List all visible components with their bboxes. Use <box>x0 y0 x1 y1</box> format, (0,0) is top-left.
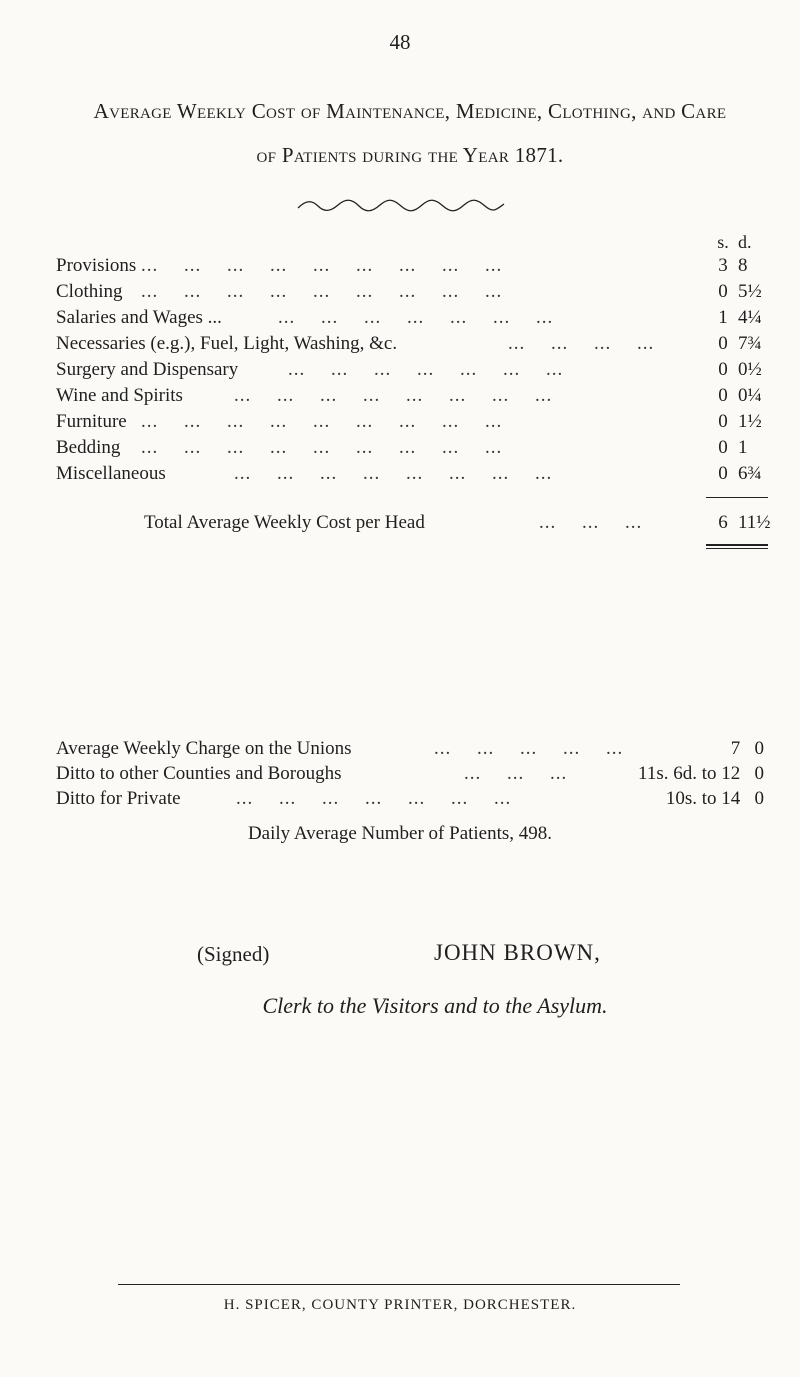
cost-row: Clothing ... ... ... ... ... ... ... ... ... 0 5½ <box>56 281 766 307</box>
pence-header: d. <box>738 232 752 252</box>
cost-shillings: 0 <box>718 463 728 484</box>
page-number: 48 <box>389 30 411 54</box>
cost-pence: 6¾ <box>738 463 762 484</box>
total-pence: 11½ <box>738 512 771 533</box>
cost-shillings: 0 <box>718 359 728 380</box>
cost-label: Wine and Spirits <box>56 385 183 406</box>
total-label: Total Average Weekly Cost per Head <box>144 512 425 533</box>
cost-shillings: 0 <box>718 411 728 432</box>
cost-shillings: 1 <box>718 307 728 328</box>
cost-label: Provisions <box>56 255 137 276</box>
total-row: Total Average Weekly Cost per Head ... ... ... 6 11½ <box>56 512 766 538</box>
total-rule-2 <box>706 548 768 549</box>
subtotal-rule <box>706 497 768 498</box>
cost-row: Miscellaneous ... ... ... ... ... ... ... ... 0 6¾ <box>56 463 766 489</box>
charge-row: Ditto to other Counties and Boroughs ... ... ... 11s. 6d. to 12 0 <box>56 763 764 784</box>
cost-label: Miscellaneous <box>56 463 166 484</box>
cost-shillings: 3 <box>718 255 728 276</box>
total-rule-1 <box>706 544 768 546</box>
cost-row: Wine and Spirits ... ... ... ... ... ... ... ... 0 0¼ <box>56 385 766 411</box>
cost-shillings: 0 <box>718 385 728 406</box>
cost-pence: 5½ <box>738 281 762 302</box>
signatory-role: Clerk to the Visitors and to the Asylum. <box>262 993 608 1018</box>
charge-label: Ditto to other Counties and Boroughs <box>56 763 342 784</box>
footer-rule <box>118 1284 680 1285</box>
cost-shillings: 0 <box>718 333 728 354</box>
cost-row: Bedding ... ... ... ... ... ... ... ... ... 0 1 <box>56 437 766 463</box>
shillings-header: s. <box>717 232 729 252</box>
cost-row: Surgery and Dispensary ... ... ... ... ... ... ... 0 0½ <box>56 359 766 385</box>
charge-row: Ditto for Private ... ... ... ... ... ... ... 10s. to 14 0 <box>56 788 764 809</box>
cost-row: Necessaries (e.g.), Fuel, Light, Washing, &c. ... ... ... ... 0 7¾ <box>56 333 766 359</box>
charge-value: 7 0 <box>730 738 764 759</box>
cost-label: Bedding <box>56 437 121 458</box>
cost-label: Clothing <box>56 281 123 302</box>
cost-row: Furniture ... ... ... ... ... ... ... ... ... 0 1½ <box>56 411 766 437</box>
cost-label: Surgery and Dispensary <box>56 359 239 380</box>
signed-label: (Signed) <box>197 942 270 966</box>
cost-label: Salaries and Wages ... <box>56 307 222 328</box>
cost-shillings: 0 <box>718 437 728 458</box>
cost-pence: 7¾ <box>738 333 762 354</box>
total-shillings: 6 <box>718 512 728 533</box>
daily-average: Daily Average Number of Patients, 498. <box>247 823 553 844</box>
cost-shillings: 0 <box>718 281 728 302</box>
printer-footer: H. SPICER, COUNTY PRINTER, DORCHESTER. <box>223 1297 577 1313</box>
cost-pence: 1 <box>738 437 748 458</box>
title-line-1: Average Weekly Cost of Maintenance, Medicine, Clothing, and Care <box>93 99 727 123</box>
cost-label: Furniture <box>56 411 127 432</box>
charge-label: Ditto for Private <box>56 788 181 809</box>
cost-row: Provisions ... ... ... ... ... ... ... ... ... 3 8 <box>56 255 766 281</box>
charge-value: 10s. to 14 0 <box>665 788 764 809</box>
title-line-2: of Patients during the Year 1871. <box>256 143 564 167</box>
cost-pence: 4¼ <box>738 307 762 328</box>
cost-pence: 1½ <box>738 411 762 432</box>
wavy-divider <box>296 198 506 214</box>
cost-label: Necessaries (e.g.), Fuel, Light, Washing, &c. <box>56 333 398 354</box>
cost-pence: 0½ <box>738 359 762 380</box>
cost-row: Salaries and Wages ... ... ... ... ... ... ... ... 1 4¼ <box>56 307 766 333</box>
cost-pence: 8 <box>738 255 748 276</box>
cost-pence: 0¼ <box>738 385 762 406</box>
charge-row: Average Weekly Charge on the Unions ... ... ... ... ... 7 0 <box>56 738 764 759</box>
charge-label: Average Weekly Charge on the Unions <box>56 738 352 759</box>
charge-value: 11s. 6d. to 12 0 <box>638 763 764 784</box>
signatory-name: JOHN BROWN, <box>434 940 601 965</box>
